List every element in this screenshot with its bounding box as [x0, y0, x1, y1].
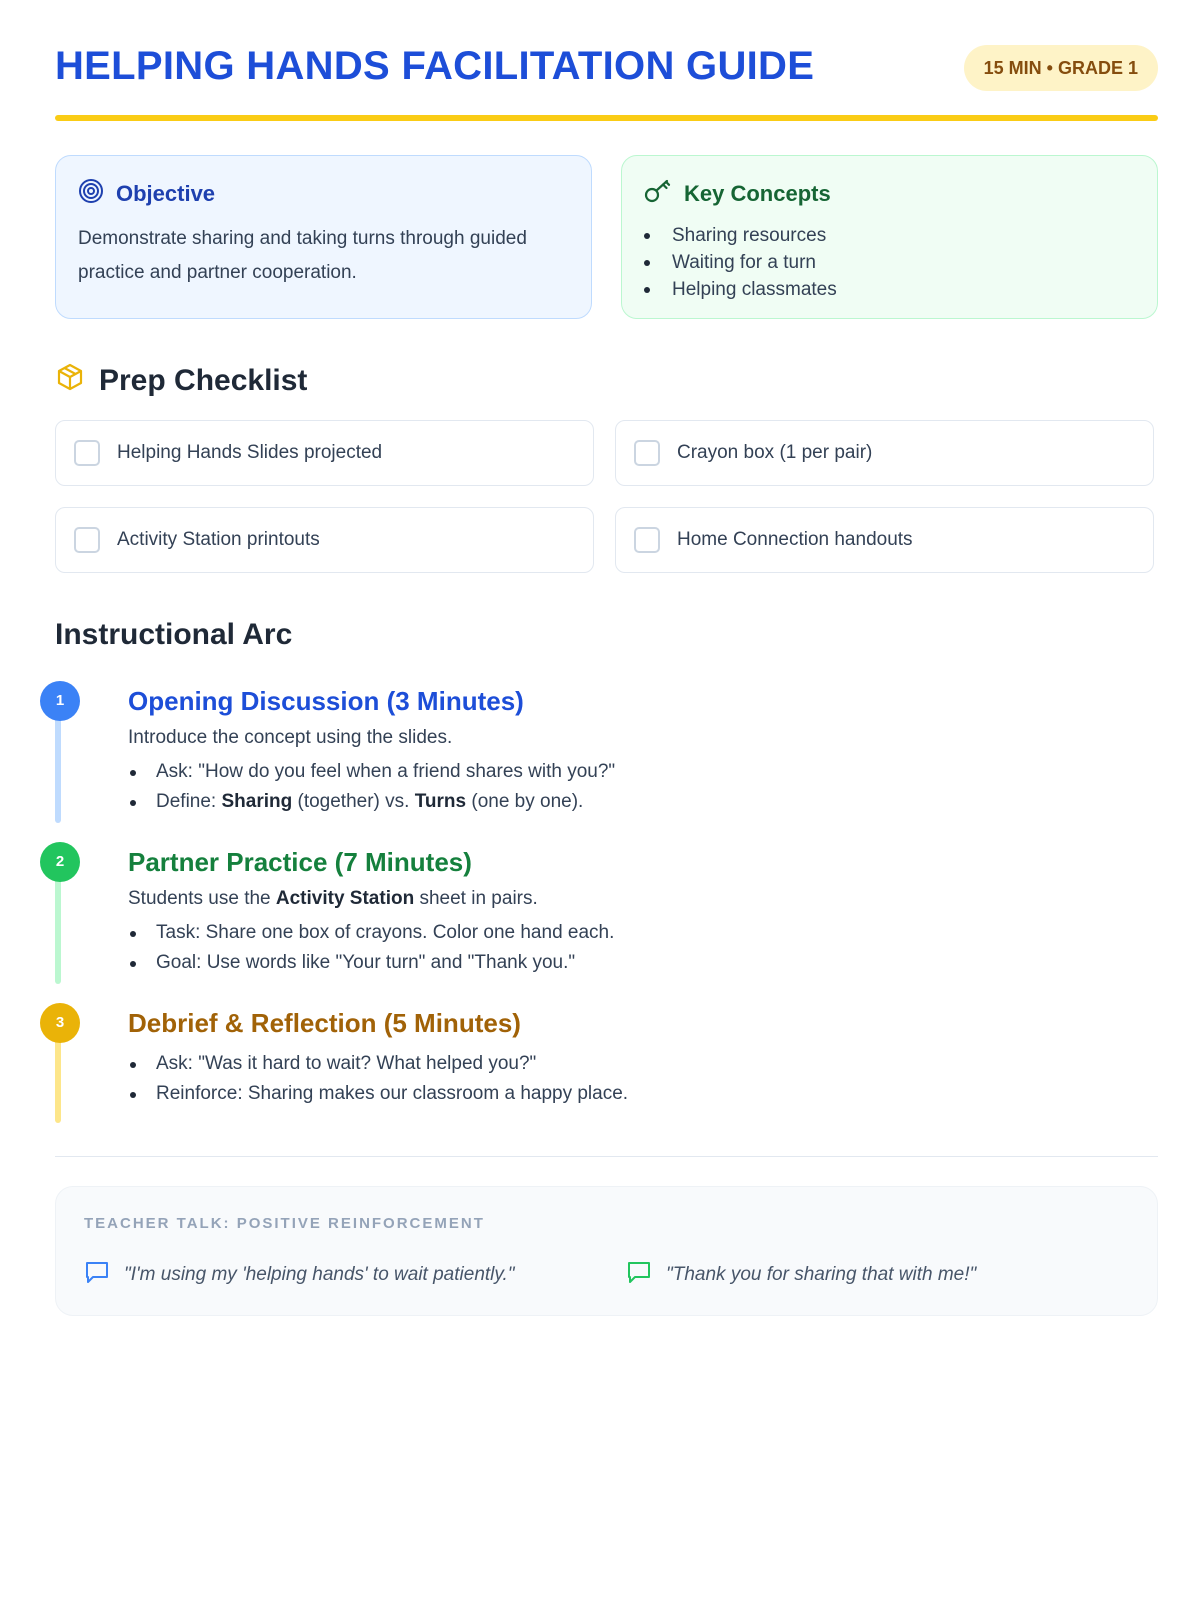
header: [55, 40, 1158, 120]
key-concepts-heading: Key Concepts: [684, 181, 831, 206]
step-intro: Students use the Activity Station sheet in pairs.: [128, 888, 538, 909]
step-bullets: [128, 757, 1028, 817]
checklist-item[interactable]: [615, 507, 1154, 573]
step-title: Debrief & Reflection (5 Minutes): [128, 1008, 521, 1038]
key-concepts-list: [644, 222, 1135, 303]
list-item: Task: Share one box of crayons. Color one hand each.: [128, 918, 1028, 948]
prep-checklist-heading-row: [55, 362, 307, 400]
duration-grade-badge: 15 MIN • GRADE 1: [964, 45, 1158, 91]
term-sharing: Sharing: [221, 791, 293, 812]
teacher-talk-label: TEACHER TALK: POSITIVE REINFORCEMENT: [84, 1215, 485, 1232]
package-icon: [55, 362, 85, 400]
instructional-arc-heading: Instructional Arc: [55, 618, 293, 651]
checkbox[interactable]: [634, 440, 660, 466]
key-concepts-heading-row: [644, 178, 1135, 210]
objective-card: [55, 155, 592, 319]
list-item: Ask: "How do you feel when a friend shares with you?": [128, 757, 1028, 787]
list-item: Ask: "Was it hard to wait? What helped you?": [128, 1049, 1028, 1079]
list-item: Define: Sharing (together) vs. Turns (one by one).: [128, 787, 1028, 817]
teacher-talk-panel: [55, 1186, 1158, 1316]
prep-checklist-heading: Prep Checklist: [99, 364, 308, 397]
key-icon: [644, 178, 672, 210]
step-content: [128, 1003, 1028, 1109]
list-item: Reinforce: Sharing makes our classroom a happy place.: [128, 1079, 1028, 1109]
step-title: Opening Discussion (3 Minutes): [128, 686, 524, 716]
arc-step-debrief: [55, 1003, 1158, 1115]
step-number-badge: 2: [40, 842, 80, 882]
checkbox[interactable]: [74, 440, 100, 466]
checkbox[interactable]: [74, 527, 100, 553]
step-content: [128, 681, 1028, 817]
step-number-badge: 3: [40, 1003, 80, 1043]
quote-text: "I'm using my 'helping hands' to wait patiently.": [124, 1264, 515, 1285]
checklist-label: Helping Hands Slides projected: [117, 442, 383, 463]
checklist-item[interactable]: [55, 420, 594, 486]
checklist-item[interactable]: [55, 507, 594, 573]
key-concepts-card: [621, 155, 1158, 319]
step-title: Partner Practice (7 Minutes): [128, 847, 472, 877]
list-item: Sharing resources: [644, 222, 1135, 249]
teacher-quote: [626, 1259, 976, 1291]
arc-step-partner-practice: [55, 842, 1158, 982]
checklist-label: Crayon box (1 per pair): [677, 442, 873, 463]
speech-bubble-icon: [626, 1259, 652, 1291]
list-item: Goal: Use words like "Your turn" and "Thank you.": [128, 948, 1028, 978]
term-turns: Turns: [414, 791, 467, 812]
step-content: [128, 842, 1028, 978]
step-bullets: [128, 1049, 1028, 1109]
step-number-badge: 1: [40, 681, 80, 721]
target-icon: [78, 178, 104, 210]
checklist-item[interactable]: [615, 420, 1154, 486]
checklist-label: Activity Station printouts: [117, 529, 320, 550]
teacher-quote: [84, 1259, 515, 1291]
page-title: HELPING HANDS FACILITATION GUIDE: [55, 44, 815, 88]
arc-step-opening: [55, 681, 1158, 821]
list-item: Helping classmates: [644, 276, 1135, 303]
term-activity-station: Activity Station: [275, 888, 415, 909]
checklist-label: Home Connection handouts: [677, 529, 913, 550]
checkbox[interactable]: [634, 527, 660, 553]
header-divider: [55, 115, 1158, 121]
objective-text: Demonstrate sharing and taking turns through guided practice and partner cooperation.: [78, 228, 527, 283]
speech-bubble-icon: [84, 1259, 110, 1291]
objective-heading: Objective: [116, 181, 216, 206]
quote-text: "Thank you for sharing that with me!": [666, 1264, 977, 1285]
step-bullets: [128, 918, 1028, 978]
step-intro: Introduce the concept using the slides.: [128, 727, 453, 748]
section-divider: [55, 1156, 1158, 1157]
objective-heading-row: [78, 178, 569, 210]
list-item: Waiting for a turn: [644, 249, 1135, 276]
